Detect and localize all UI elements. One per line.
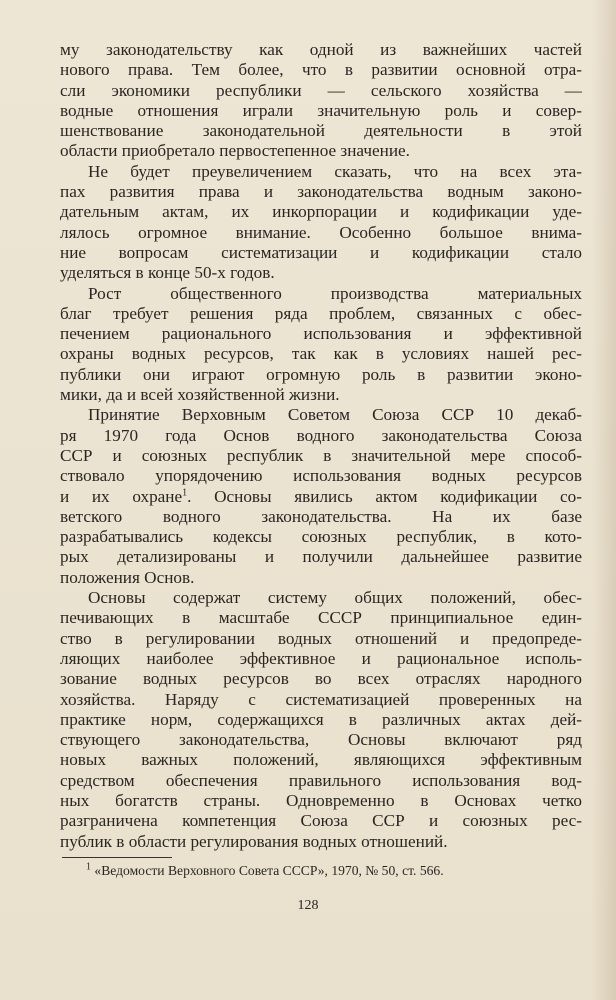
body-text: [60, 40, 582, 852]
text-line: разграничена компетенция Союза ССР и союзных рес-: [60, 811, 582, 831]
text-line: водные отношения играли значительную роль и совер-: [60, 100, 582, 120]
text-line: пах развития права и законодательства водным законо-: [60, 182, 582, 202]
paragraph-4: [60, 405, 582, 588]
text-line: благ требует решения ряда проблем, связанных с обес-: [60, 303, 582, 323]
text-line: печивающих в масштабе СССР принципиальное един-: [60, 608, 582, 628]
paragraph-5: [60, 588, 582, 852]
text-line: разрабатывались кодексы союзных республик, в кото-: [60, 527, 582, 547]
text-line-with-footnote: [60, 487, 582, 507]
text-line: положения Основ.: [60, 567, 195, 587]
footnote-text: «Ведомости Верховного Совета СССР», 1970, № 50, ст. 566.: [94, 863, 444, 878]
text-line: зование водных ресурсов во всех отраслях народного: [60, 669, 582, 689]
paragraph-1: [60, 40, 582, 162]
text-line: Рост общественного производства материальных: [88, 283, 582, 303]
text-fragment: и их охране: [60, 486, 183, 506]
text-line: новых важных положений, являющихся эффективным: [60, 750, 582, 770]
page-number: 128: [297, 898, 319, 913]
text-line: охраны водных ресурсов, так как в условиях нашей рес-: [60, 344, 582, 364]
footnote-number: 1: [86, 861, 91, 873]
text-line: мики, да и всей хозяйственной жизни.: [60, 385, 340, 405]
text-line: уделяться в конце 50-х годов.: [60, 263, 275, 283]
text-line: печением рационального использования и эффективной: [60, 324, 582, 344]
text-line: Не будет преувеличением сказать, что на всех эта-: [88, 161, 582, 181]
text-line: области приобретало первостепенное значение.: [60, 141, 410, 161]
text-line: практике норм, содержащихся в различных актах дей-: [60, 709, 582, 729]
footnote-marker: 1: [182, 486, 188, 498]
paragraph-2: [60, 162, 582, 284]
text-line: му законодательству как одной из важнейших частей: [60, 40, 582, 59]
text-line: ствовало упорядочению использования водных ресурсов: [60, 466, 582, 486]
text-line: ветского водного законодательства. На их базе: [60, 506, 582, 526]
text-line: ных богатств страны. Одновременно в Основах четко: [60, 790, 582, 810]
text-line: публики они играют огромную роль в развитии эконо-: [60, 364, 582, 384]
text-line: ляющих наиболее эффективное и рациональное исполь-: [60, 648, 582, 668]
text-line: дательным актам, их инкорпорации и кодификации уде-: [60, 202, 582, 222]
text-line: нового права. Тем более, что в развитии основной отра-: [60, 60, 582, 80]
text-line: ССР и союзных республик в значительной мере способ-: [60, 445, 582, 465]
text-fragment: . Основы явились актом кодификации со-: [187, 486, 582, 506]
paragraph-3: [60, 284, 582, 406]
text-line: лялось огромное внимание. Особенно большое внима-: [60, 222, 582, 242]
text-line: хозяйства. Наряду с систематизацией проверенных на: [60, 689, 582, 709]
text-line: ние вопросам систематизации и кодификации стало: [60, 242, 582, 262]
text-line: публик в области регулирования водных отношений.: [60, 831, 448, 851]
text-line: ство в регулировании водных отношений и предопреде-: [60, 628, 582, 648]
footnote-divider: [62, 857, 172, 858]
text-line: сли экономики республики — сельского хозяйства —: [60, 80, 582, 100]
text-line: Принятие Верховным Советом Союза ССР 10 декаб-: [88, 405, 582, 425]
footnote: [86, 862, 586, 880]
text-line: средством обеспечения правильного использования вод-: [60, 770, 582, 790]
text-line: Основы содержат систему общих положений, обес-: [88, 588, 582, 608]
text-line: шенствование законодательной деятельности в этой: [60, 121, 582, 141]
text-line: ря 1970 года Основ водного законодательства Союза: [60, 425, 582, 445]
text-line: ствующего законодательства, Основы включают ряд: [60, 730, 582, 750]
text-line: рых детализированы и получили дальнейшее развитие: [60, 547, 582, 567]
